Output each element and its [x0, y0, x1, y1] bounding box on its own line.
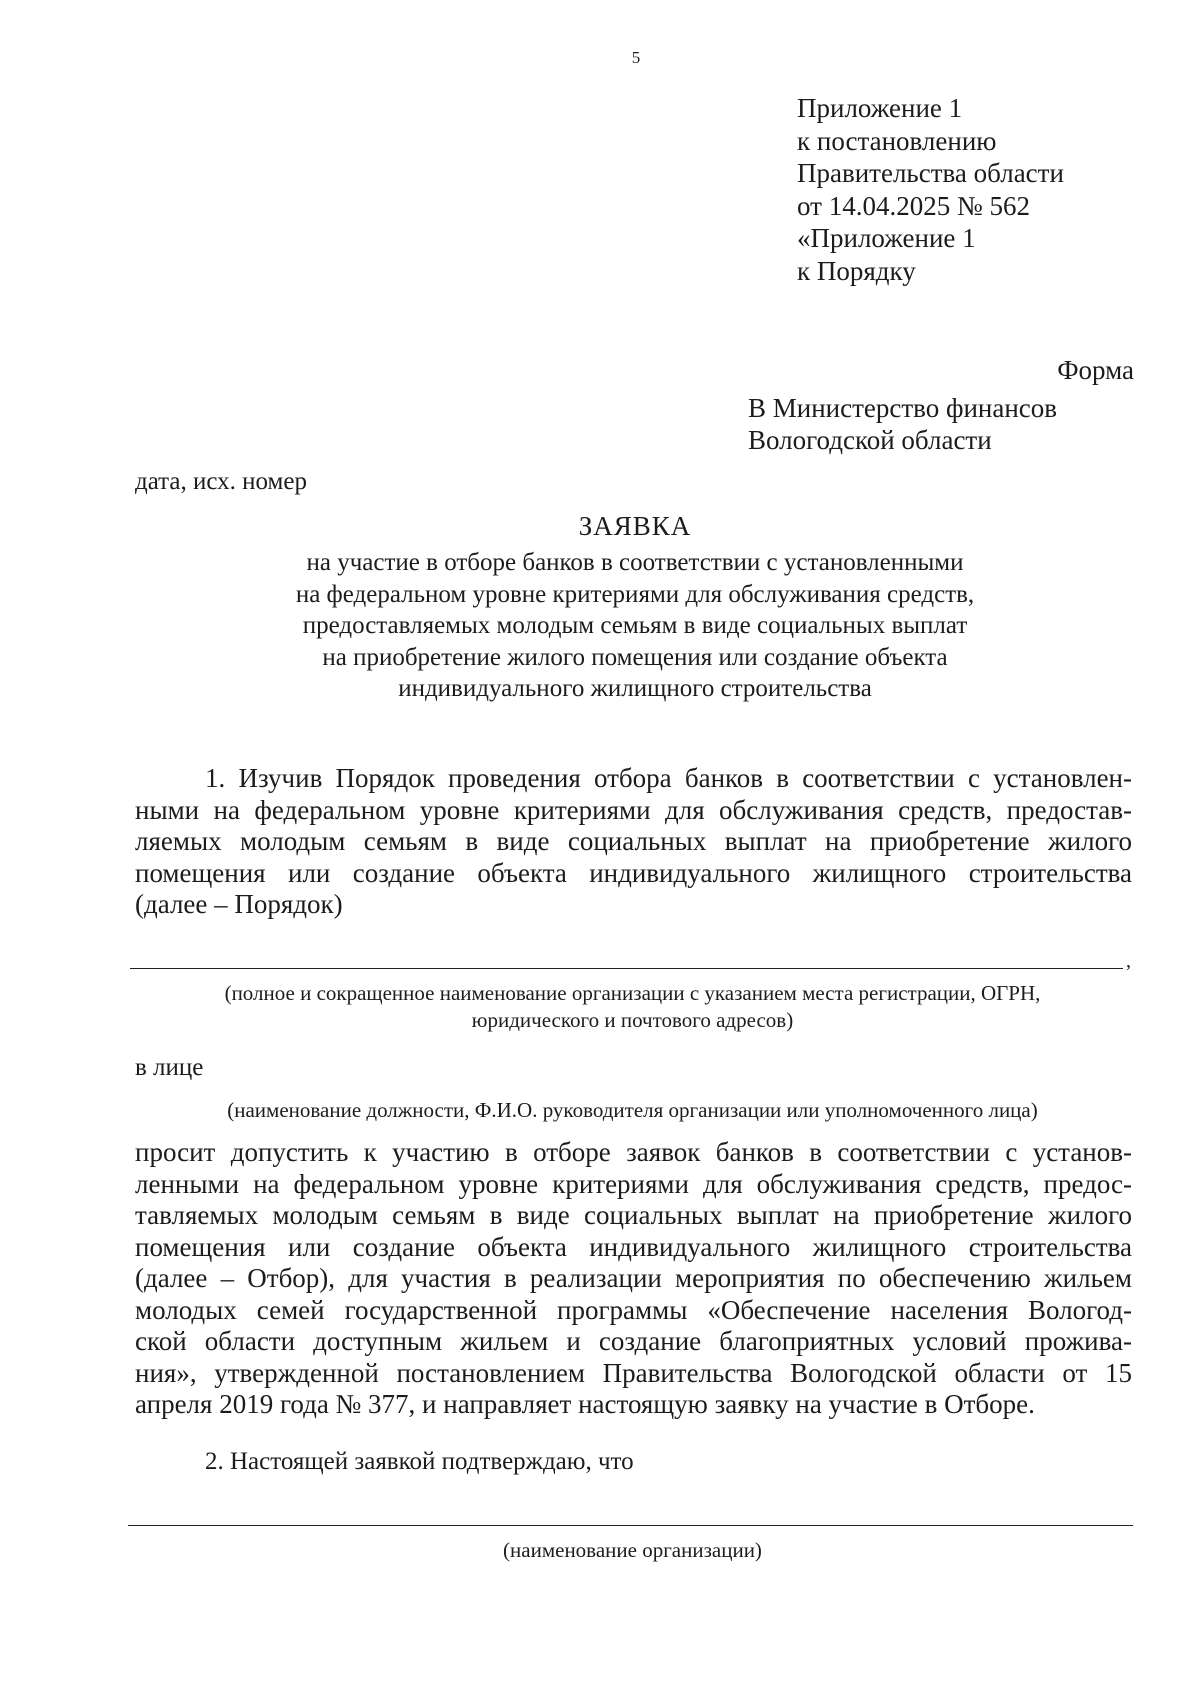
paragraph-line: апреля 2019 года № 377, и направляет настоящую заявку на участие в Отборе.: [135, 1389, 1035, 1419]
appendix-line: «Приложение 1: [797, 223, 976, 253]
representative-label: в лице: [135, 1054, 204, 1081]
page-number: 5: [631, 48, 641, 67]
representative-field-caption: (наименование должности, Ф.И.О. руководителя организации или уполномоченного лица): [227, 1098, 1038, 1122]
document-title: ЗАЯВКА: [578, 511, 692, 541]
caption-line: (полное и сокращенное наименование организации с указанием места регистрации, ОГРН,: [224, 981, 1041, 1005]
addressee-line: В Министерство финансов: [748, 393, 1058, 423]
subtitle-line: индивидуального жилищного строительства: [398, 675, 872, 702]
paragraph-line: (далее – Отбор), для участия в реализации мероприятия по обеспечению жильем: [135, 1263, 1132, 1293]
appendix-line: Правительства области: [797, 158, 1064, 188]
organization-name-fill-line[interactable]: [128, 1525, 1133, 1526]
paragraph-line: 1. Изучив Порядок проведения отбора банков в соответствии с установлен-: [205, 763, 1132, 793]
paragraph-line: тавляемых молодым семьям в виде социальных выплат на приобретение жилого: [135, 1200, 1132, 1230]
subtitle-line: предоставляемых молодым семьям в виде социальных выплат: [302, 612, 968, 639]
paragraph-line: (далее – Порядок): [135, 889, 343, 919]
fill-line-comma: ,: [1126, 950, 1131, 972]
subtitle-line: на участие в отборе банков в соответствии с установленными: [306, 549, 964, 576]
paragraph-line: просит допустить к участию в отборе заявок банков в соответствии с установ-: [135, 1137, 1132, 1167]
date-reference-label: дата, исх. номер: [135, 468, 307, 495]
addressee-line: Вологодской области: [748, 425, 992, 455]
caption-line: юридического и почтового адресов): [471, 1008, 794, 1032]
appendix-line: к Порядку: [797, 255, 916, 286]
appendix-line: к постановлению: [797, 125, 997, 156]
organization-field-caption: [100, 980, 1165, 1034]
appendix-line: Приложение 1: [797, 93, 963, 123]
paragraph-line: ными на федеральном уровне критериями для обслуживания средств, предостав-: [135, 794, 1132, 825]
paragraph-line: помещения или создание объекта индивидуального жилищного строительства: [135, 857, 1132, 888]
appendix-line: от 14.04.2025 № 562: [797, 190, 1030, 221]
paragraph-2-start: 2. Настоящей заявкой подтверждаю, что: [205, 1448, 634, 1475]
form-label: Форма: [1057, 355, 1134, 385]
subtitle-line: на приобретение жилого помещения или создание объекта: [322, 643, 948, 671]
paragraph-request: [135, 1137, 1132, 1421]
paragraph-line: молодых семей государственной программы «Обеспечение населения Вологод-: [135, 1294, 1132, 1325]
document-subtitle: [180, 547, 1090, 705]
subtitle-line: на федеральном уровне критериями для обслуживания средств,: [295, 580, 975, 608]
paragraph-line: ния», утвержденной постановлением Правительства Вологодской области от 15: [135, 1357, 1132, 1388]
paragraph-line: ской области доступным жильем и создание благоприятных условий прожива-: [135, 1326, 1132, 1356]
paragraph-line: помещения или создание объекта индивидуального жилищного строительства: [135, 1231, 1132, 1262]
paragraph-line: ляемых молодым семьям в виде социальных выплат на приобретение жилого: [135, 826, 1132, 856]
appendix-block: [797, 92, 1064, 287]
organization-fill-line[interactable]: [130, 968, 1123, 969]
organization-name-caption: (наименование организации): [503, 1538, 762, 1562]
paragraph-line: ленными на федеральном уровне критериями для обслуживания средств, предос-: [135, 1168, 1132, 1199]
addressee-block: [748, 392, 1057, 456]
paragraph-1: [135, 763, 1132, 921]
